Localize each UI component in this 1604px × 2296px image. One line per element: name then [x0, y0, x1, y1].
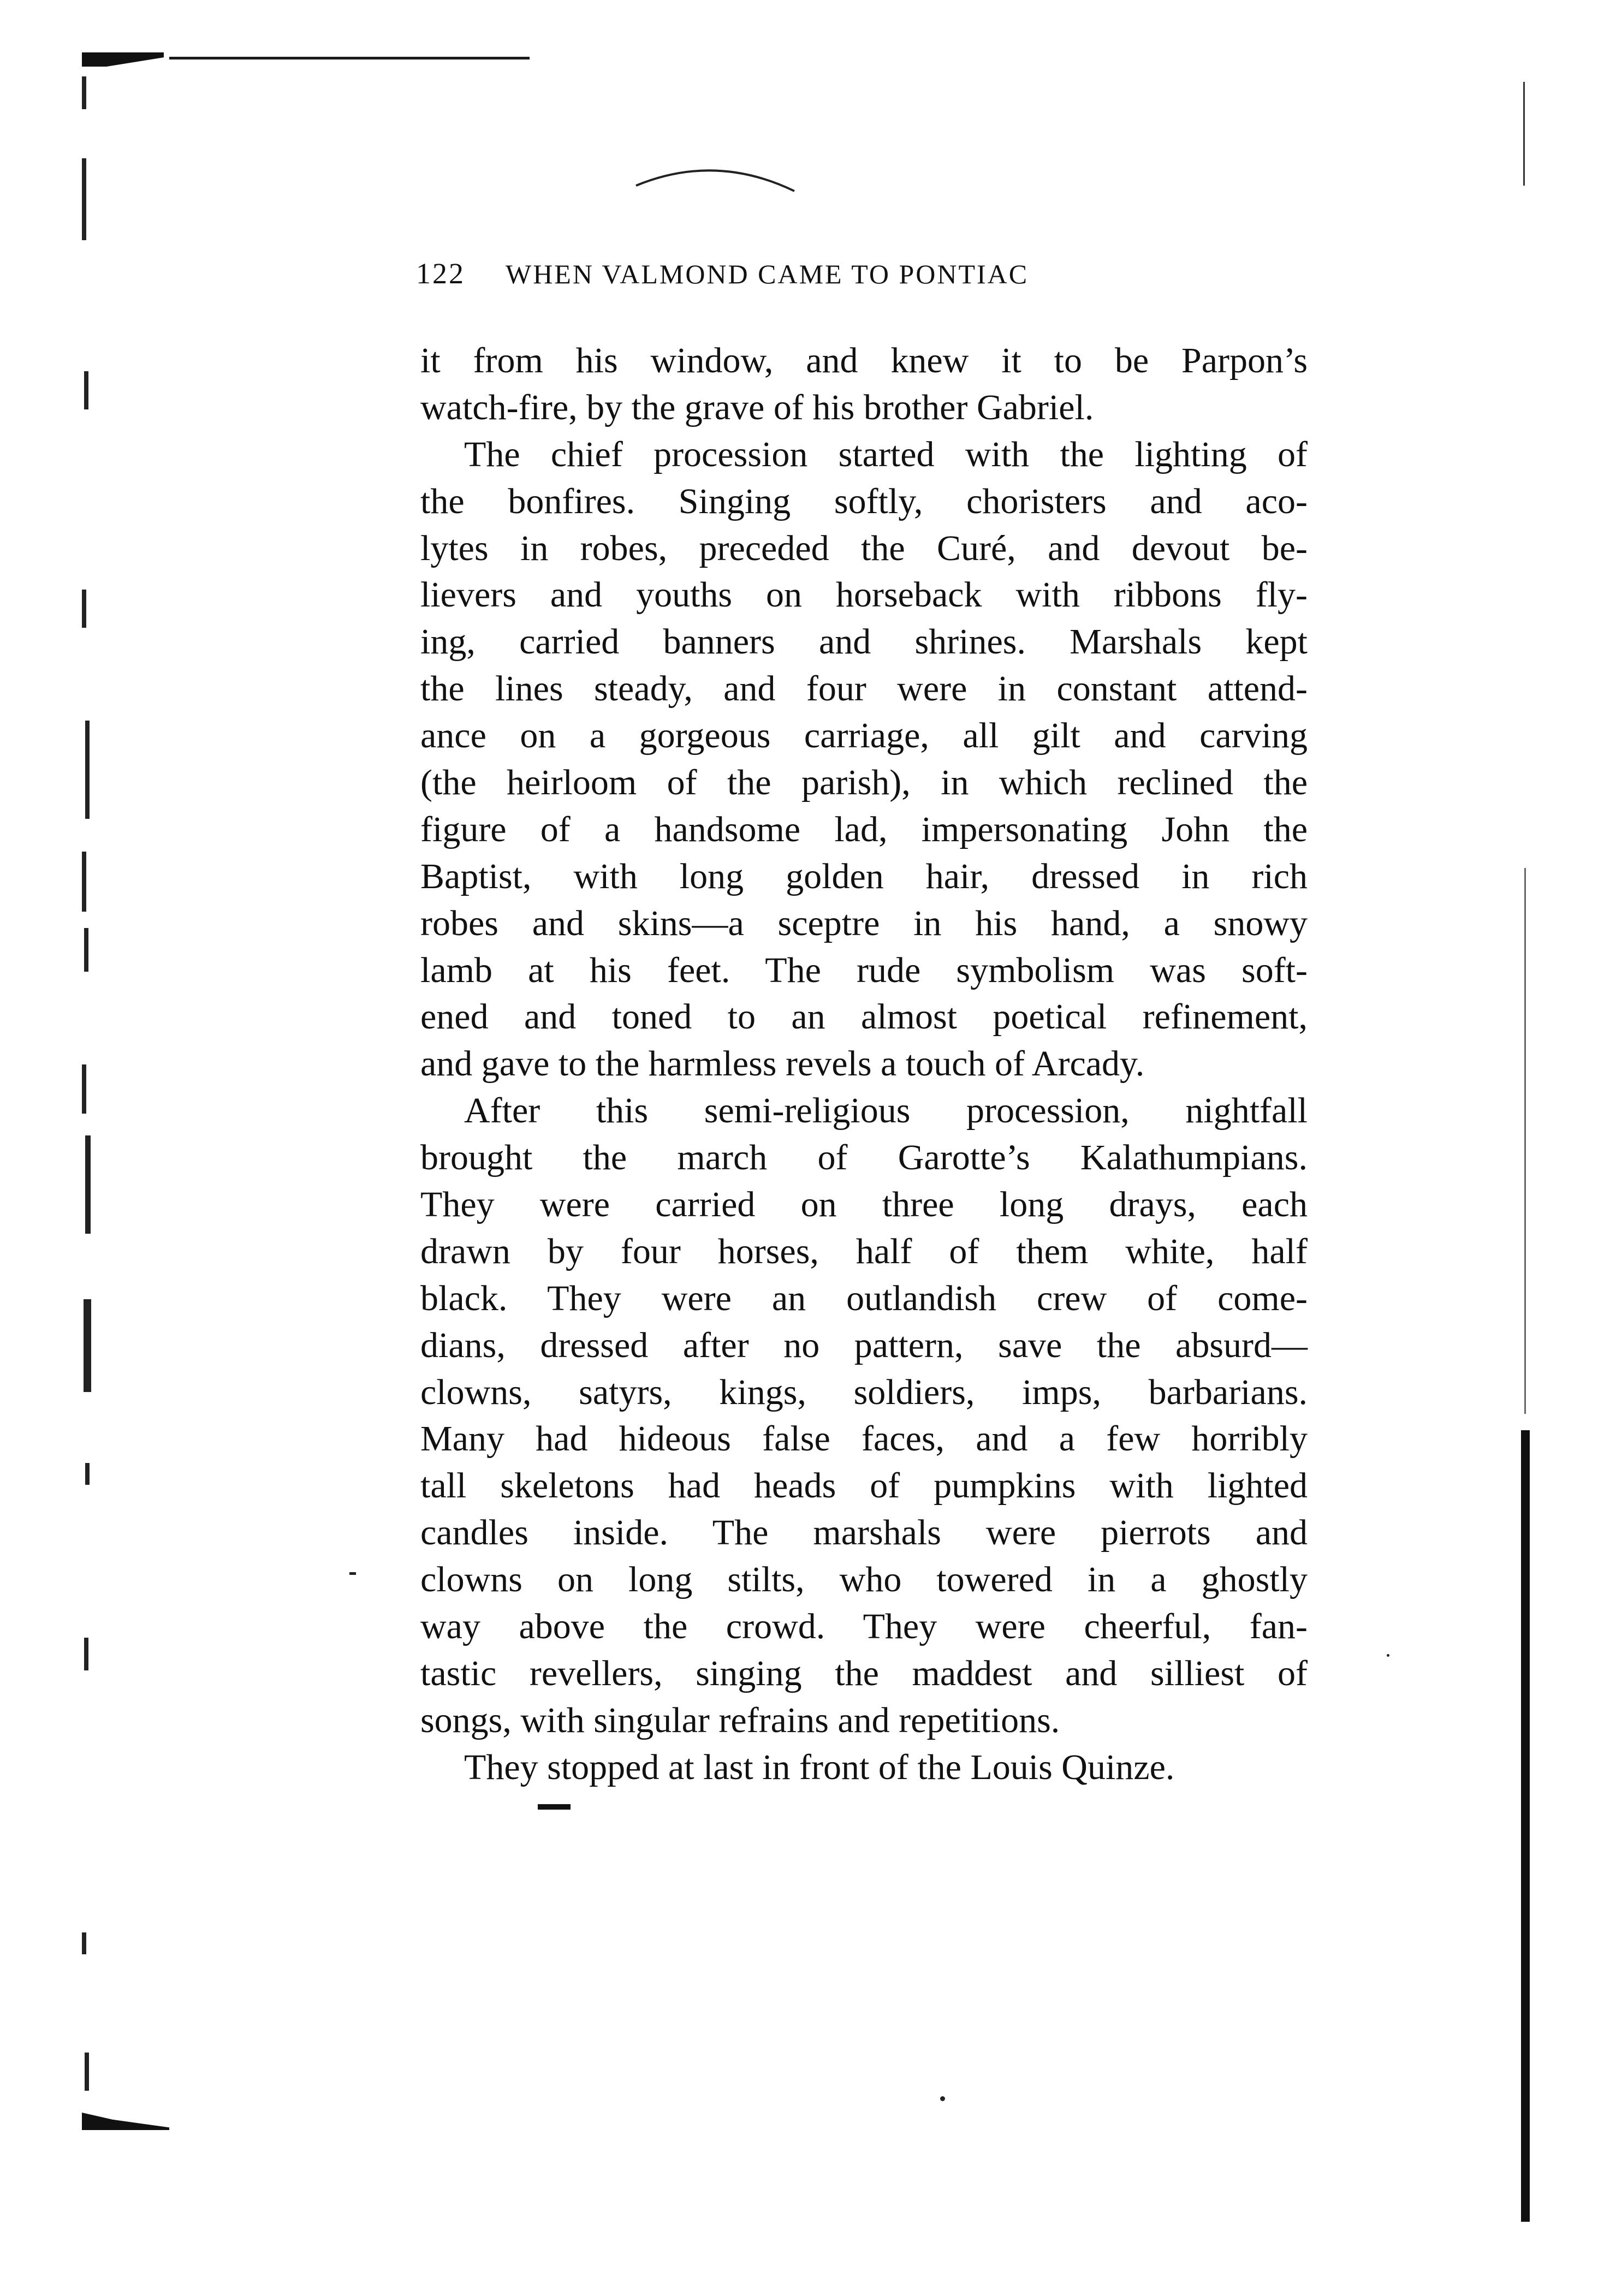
scan-artifact-bottom-corner: [82, 2113, 169, 2130]
text-line: lytes in robes, preceded the Curé, and devout be-: [420, 528, 1308, 568]
scan-artifact-left-edge: [82, 66, 94, 2118]
text-line: way above the crowd. They were cheerful, fan-: [420, 1607, 1308, 1647]
text-line: the lines steady, and four were in constant attend-: [420, 669, 1308, 709]
text-line: ance on a gorgeous carriage, all gilt and carving: [420, 716, 1308, 756]
running-head: [416, 254, 1311, 293]
scan-artifact-corner: [82, 52, 164, 67]
text-line: lamb at his feet. The rude symbolism was soft-: [420, 950, 1308, 990]
text-line: it from his window, and knew it to be Parpon’s: [420, 341, 1308, 380]
text-line: watch-fire, by the grave of his brother Gabriel.: [420, 387, 1094, 427]
text-line: ing, carried banners and shrines. Marshals kept: [420, 622, 1308, 662]
text-line: dians, dressed after no pattern, save the absurd—: [420, 1325, 1308, 1365]
scan-artifact-right-line: [1524, 868, 1526, 1414]
text-line: songs, with singular refrains and repetitions.: [420, 1700, 1060, 1740]
text-line: After this semi-religious procession, nightfall: [464, 1091, 1308, 1131]
scan-artifact-dot: [349, 1572, 356, 1575]
text-line: The chief procession started with the lighting of: [464, 434, 1308, 474]
scan-artifact-right-edge: [1521, 1430, 1530, 2222]
text-line: the bonfires. Singing softly, choristers and aco-: [420, 481, 1308, 521]
text-line: tastic revellers, singing the maddest and silliest of: [420, 1653, 1308, 1693]
scan-artifact-right-line: [1523, 82, 1525, 186]
text-line: They stopped at last in front of the Louis Quinze.: [464, 1747, 1175, 1787]
running-title: WHEN VALMOND CAME TO PONTIAC: [506, 259, 1029, 289]
text-line: drawn by four horses, half of them white, half: [420, 1231, 1308, 1271]
text-line: and gave to the harmless revels a touch of Arcady.: [420, 1044, 1145, 1084]
text-line: tall skeletons had heads of pumpkins with lighted: [420, 1466, 1308, 1506]
text-line: robes and skins—a sceptre in his hand, a snowy: [420, 903, 1308, 943]
text-line: brought the march of Garotte’s Kalathumpians.: [420, 1138, 1308, 1178]
text-line: clowns, satyrs, kings, soldiers, imps, barbarians.: [420, 1372, 1308, 1412]
text-line: black. They were an outlandish crew of come-: [420, 1278, 1308, 1318]
scan-artifact-dash: [538, 1804, 571, 1810]
text-line: ened and toned to an almost poetical refinement,: [420, 997, 1308, 1037]
scan-artifact-dot: [1387, 1654, 1389, 1657]
page-number: 122: [416, 257, 465, 290]
text-line: lievers and youths on horseback with ribbons fly-: [420, 575, 1308, 615]
text-line: figure of a handsome lad, impersonating John the: [420, 809, 1308, 849]
body-text: [420, 337, 1308, 1791]
scan-artifact-dot: [940, 2096, 945, 2101]
scan-artifact-arc: [633, 158, 797, 197]
text-line: candles inside. The marshals were pierrots and: [420, 1513, 1308, 1553]
text-line: clowns on long stilts, who towered in a ghostly: [420, 1560, 1308, 1600]
text-line: Baptist, with long golden hair, dressed in rich: [420, 856, 1308, 896]
scan-artifact-top-rule: [169, 57, 530, 60]
text-line: Many had hideous false faces, and a few horribly: [420, 1419, 1308, 1459]
text-line: (the heirloom of the parish), in which reclined the: [420, 763, 1308, 803]
text-line: They were carried on three long drays, each: [420, 1185, 1308, 1225]
